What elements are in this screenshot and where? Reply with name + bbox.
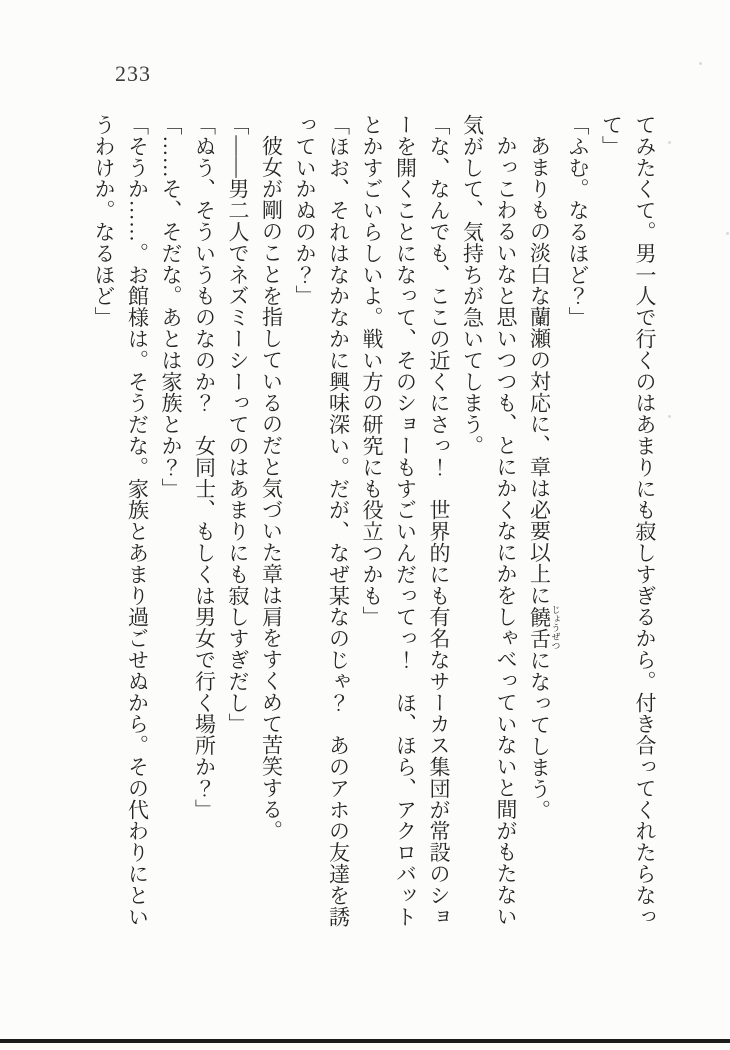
- paragraph: 彼女が剛のことを指しているのだと気づいた章は肩をすくめて苦笑する。: [259, 135, 284, 842]
- paragraph: 「そうか……。お館様は。そうだな。家族とあまり過ごせぬから。その代わりにというわけか。なるほど」: [92, 114, 150, 928]
- page-bottom-edge: [0, 1039, 730, 1043]
- paragraph: てみたくて。男一人で行くのはあまりにも寂しすぎるから。付き合ってくれたらなって」: [599, 114, 657, 928]
- scan-speck: [699, 62, 702, 65]
- paragraph: あまりもの淡白な蘭瀬の対応に、章は必要以上に饒舌 じょうぜつになってしまう。: [527, 135, 561, 821]
- paragraph: 「ぬう、そういうものなのか？ 女同士、もしくは男女で行く場所か？」: [192, 114, 217, 821]
- paragraph: 「――男二人でネズミーシーってのはあまりにも寂しすぎだし」: [226, 114, 250, 735]
- scan-speck: [668, 415, 671, 418]
- page-number: 233: [115, 61, 151, 86]
- paragraph: 「……そ、そだな。あとは家族とか？」: [159, 114, 183, 500]
- scan-speck: [726, 232, 729, 235]
- ruby-annotation: 饒舌 じょうぜつ: [527, 605, 561, 651]
- paragraph: 「ほお、それはなかなかに興味深い。だが、なぜ某なのじゃ？ あのアホの友達を誘っていかぬのか？」: [293, 114, 351, 928]
- page-text: [87, 114, 662, 938]
- paragraph: かっこわるいなと思いつつも、とにかくなにかをしゃべっていないと間がもたない気がして、気持ちが急いてしまう。: [460, 114, 518, 927]
- paragraph: 「ふむ。なるほど？」: [566, 114, 590, 328]
- scan-speck: [668, 141, 671, 144]
- paragraph: 「な、なんでも、ここの近くにさっ！ 世界的にも有名なサーカス集団が常設のショーを開くことになって、そのショーもすごいんだってっ！ ほ、ほら、アクロバットとかすごいらしいよ。戦い方の研究にも役立つかも」: [360, 114, 451, 928]
